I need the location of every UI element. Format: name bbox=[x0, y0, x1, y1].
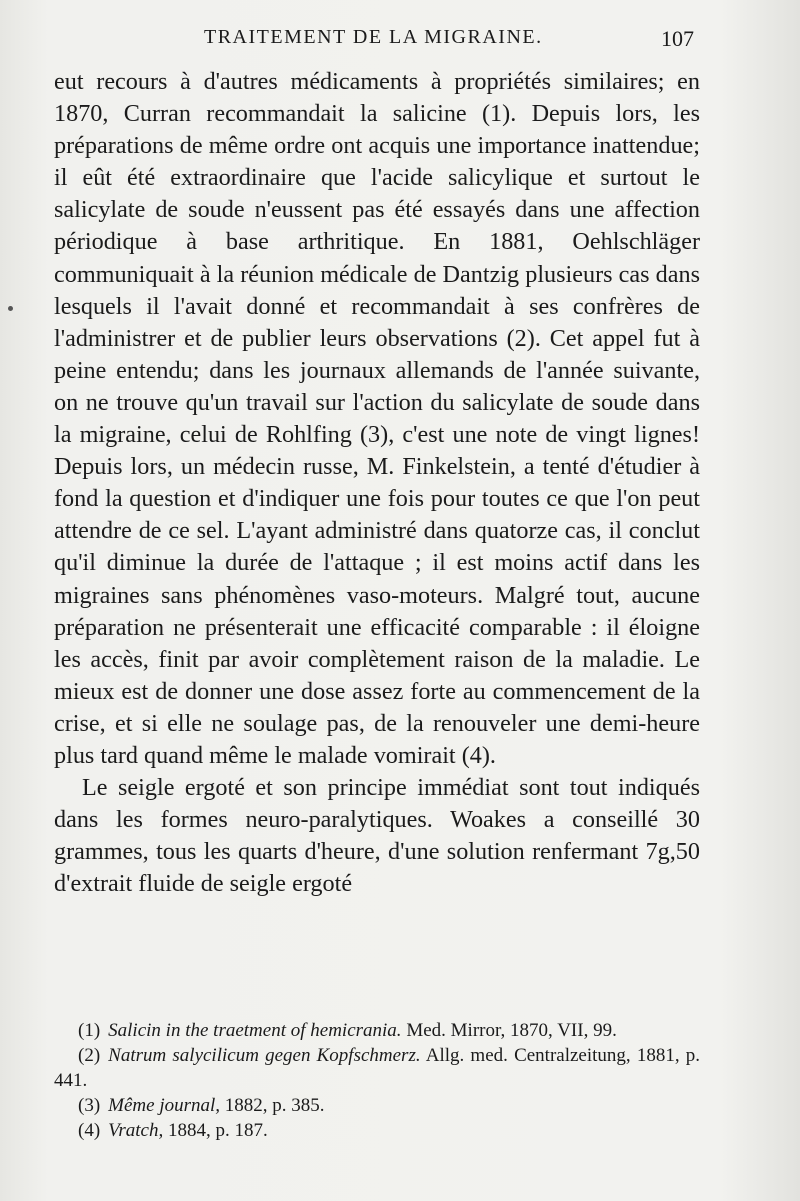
footnote-title: Salicin in the traetment of hemicrania. bbox=[108, 1020, 402, 1041]
footnote-marker: (1) bbox=[78, 1020, 101, 1041]
footnote-marker: (3) bbox=[78, 1095, 101, 1116]
footnote bbox=[54, 1043, 700, 1093]
footnote-marker: (2) bbox=[78, 1045, 101, 1066]
paragraph: eut recours à d'autres médicaments à propriétés similaires; en 1870, Curran recommandait la salicine (1). Depuis lors, les préparations de même ordre ont acquis une importance inattendue; il eût été extraordinaire que l'acide salicylique et surtout le salicylate de soude n'eussent pas été essayés dans une affection périodique à base arthritique. En 1881, Oehlschläger communiquait à la réunion médicale de Dantzig plusieurs cas dans lesquels il l'avait donné et recommandait à ses confrères de l'administrer et de publier leurs observations (2). Cet appel fut à peine entendu; dans les journaux allemands de l'année suivante, on ne trouve qu'un travail sur l'action du salicylate de soude dans la migraine, celui de Rohlfing (3), c'est une note de vingt lignes! Depuis lors, un médecin russe, M. Finkelstein, a tenté d'étudier à fond la question et d'indiquer une fois pour toutes ce que l'on peut attendre de ce sel. L'ayant administré dans quatorze cas, il conclut qu'il diminue la durée de l'attaque ; il est moins actif dans les migraines sans phénomènes vaso-moteurs. Malgré tout, aucune préparation ne présenterait une efficacité comparable : il éloigne les accès, finit par avoir complètement raison de la maladie. Le mieux est de donner une dose assez forte au commencement de la crise, et si elle ne soulage pas, de la renouveler une demi-heure plus tard quand même le malade vomirait (4). bbox=[54, 68, 700, 769]
footnote-reference: 1882, p. 385. bbox=[224, 1095, 325, 1116]
footnotes bbox=[54, 1018, 700, 1143]
footnote bbox=[54, 1118, 700, 1143]
paragraph: Le seigle ergoté et son principe immédiat sont tout indiqués dans les formes neuro-paralytiques. Woakes a conseillé 30 grammes, tous les quarts d'heure, d'une solution renfermant 7g,50 d'extrait fluide de seigle ergoté bbox=[54, 774, 700, 898]
footnote-reference: 1884, p. 187. bbox=[167, 1120, 268, 1141]
body-text bbox=[54, 66, 700, 900]
margin-dot-mark bbox=[8, 306, 13, 311]
page-number: 107 bbox=[661, 26, 694, 51]
footnote-reference: Allg. med. Centralzeitung, 1881, p. 441. bbox=[54, 1045, 701, 1091]
footnote bbox=[54, 1018, 700, 1043]
footnote bbox=[54, 1093, 700, 1118]
running-head bbox=[54, 26, 694, 56]
footnote-reference: Med. Mirror, 1870, VII, 99. bbox=[406, 1020, 617, 1041]
footnote-title: Natrum salycilicum gegen Kopfschmerz. bbox=[108, 1045, 421, 1066]
footnote-marker: (4) bbox=[78, 1120, 101, 1141]
running-title: TRAITEMENT DE LA MIGRAINE. bbox=[204, 26, 543, 48]
footnote-title: Vratch, bbox=[108, 1120, 164, 1141]
footnote-title: Même journal, bbox=[108, 1095, 221, 1116]
